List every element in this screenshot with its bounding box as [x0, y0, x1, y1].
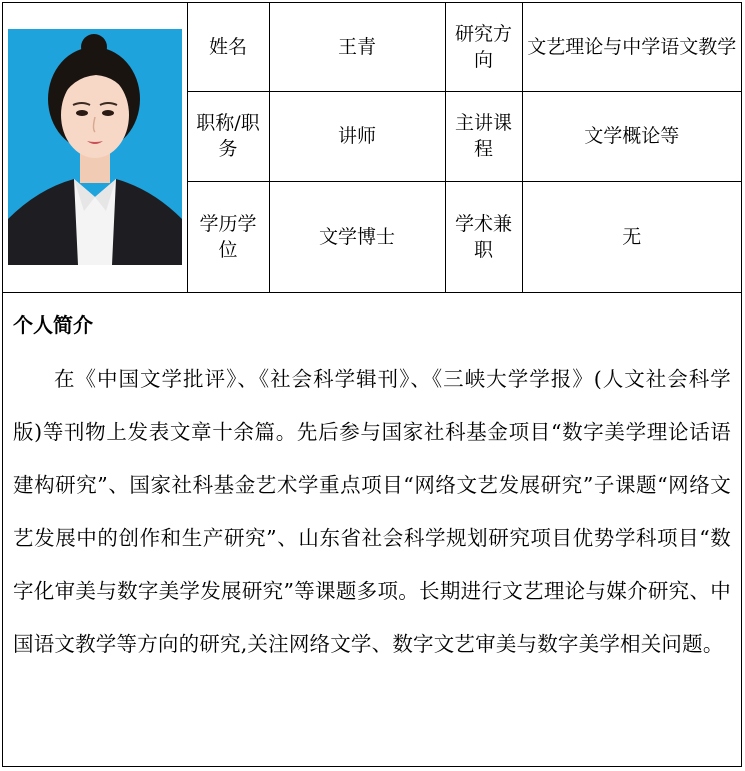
courses-value: 文学概论等 [522, 91, 741, 181]
name-label: 姓名 [187, 3, 269, 91]
name-value: 王青 [269, 3, 445, 91]
profile-table [3, 3, 741, 293]
portrait-photo [8, 29, 182, 265]
degree-label: 学历学位 [187, 181, 269, 292]
profile-card [2, 2, 742, 767]
photo-cell [3, 3, 187, 292]
bio-heading: 个人简介 [13, 313, 93, 337]
courses-label: 主讲课程 [445, 91, 522, 181]
title-label: 职称/职务 [187, 91, 269, 181]
parttime-label: 学术兼职 [445, 181, 522, 292]
title-value: 讲师 [269, 91, 445, 181]
bio-text: 在《中国文学批评》、《社会科学辑刊》、《三峡大学学报》(人文社会科学版)等刊物上发表文章十余篇。先后参与国家社科基金项目“数字美学理论话语建构研究”、国家社科基金艺术学重点项目“网络文艺发展研究”子课题“网络文艺发展中的创作和生产研究”、山东省社会科学规划研究项目优势学科项目“数字化审美与数字美学发展研究”等课题多项。长期进行文艺理论与媒介研究、中国语文教学等方向的研究,关注网络文学、数字文艺审美与数字美学相关问题。 [13, 367, 731, 656]
research-value: 文艺理论与中学语文教学 [522, 3, 741, 91]
parttime-value: 无 [522, 181, 741, 292]
degree-value: 文学博士 [269, 181, 445, 292]
bio-section [3, 293, 741, 671]
research-label: 研究方向 [445, 3, 522, 91]
